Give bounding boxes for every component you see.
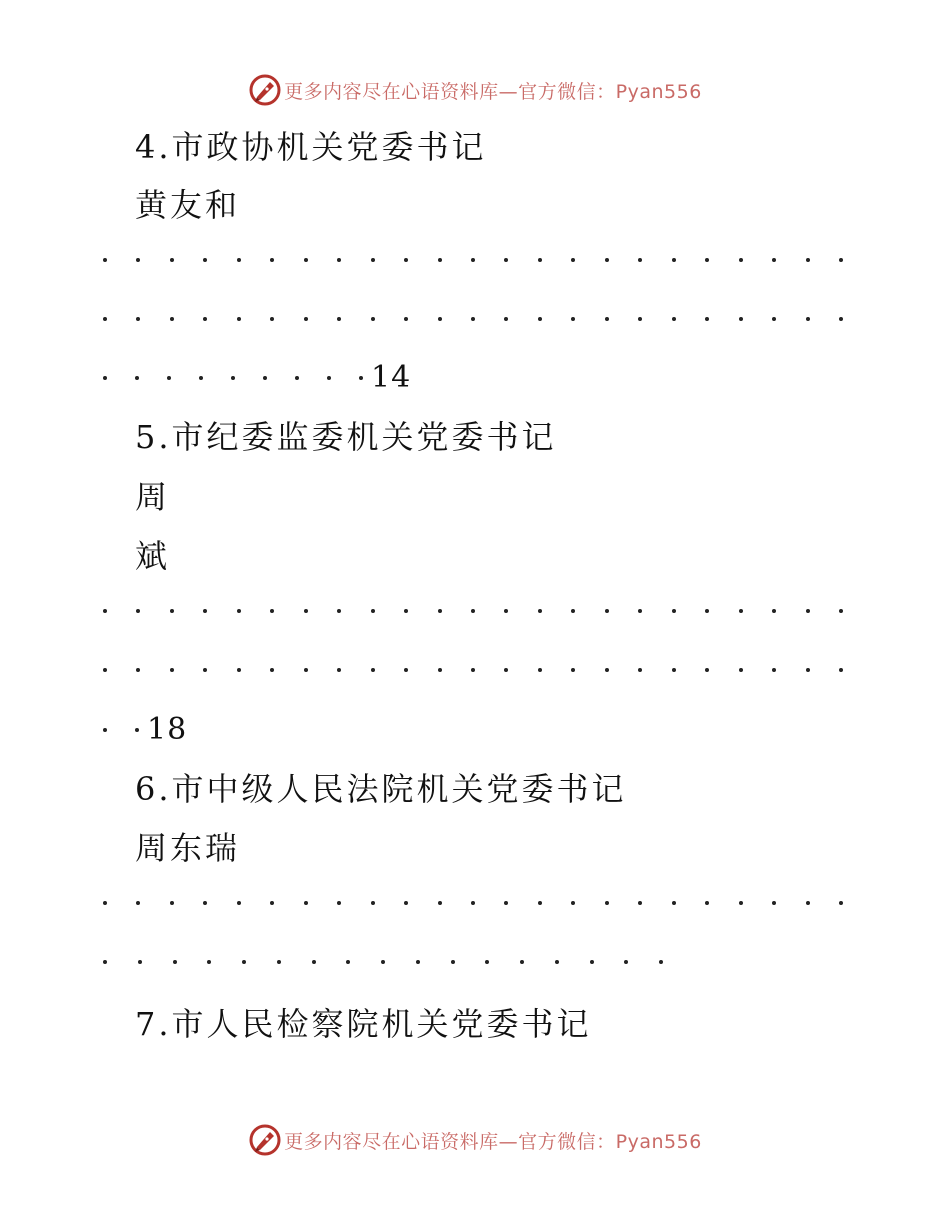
leader-dot [739,609,743,613]
dot-leader-row [103,942,663,982]
leader-dot [538,901,542,905]
leader-dot [638,317,642,321]
leader-dot [471,317,475,321]
leader-dot [304,901,308,905]
leader-dot [270,668,274,672]
leader-dot [438,258,442,262]
leader-dot [438,317,442,321]
leader-dot [739,258,743,262]
leader-dot [538,258,542,262]
leader-dot [203,609,207,613]
leader-dot [471,901,475,905]
leader-dot [772,668,776,672]
leader-dot [571,317,575,321]
leader-dot [346,960,350,964]
leader-dot [605,258,609,262]
header-watermark [0,70,950,110]
leader-dot [136,901,140,905]
leader-dot [638,258,642,262]
leader-dot [504,317,508,321]
leader-dot [438,901,442,905]
leader-dot [237,668,241,672]
leader-dot [672,317,676,321]
leader-dot [207,960,211,964]
leader-dot [312,960,316,964]
leader-dot [381,960,385,964]
leader-dot [571,258,575,262]
leader-dot [337,901,341,905]
leader-dot [170,609,174,613]
leader-dot [416,960,420,964]
leader-dot [555,960,559,964]
page-number: 18 [147,712,188,747]
leader-dot [337,668,341,672]
leader-dot [170,668,174,672]
toc-entry-title: 7.市人民检察院机关党委书记 [135,1005,592,1043]
leader-dot [504,258,508,262]
toc-entry-title: 4.市政协机关党委书记 [135,128,487,166]
watermark-text: 更多内容尽在心语资料库—官方微信：Pyan556 [284,80,702,103]
leader-dot [638,668,642,672]
leader-dot [705,258,709,262]
leader-dot [438,609,442,613]
leader-dot [705,609,709,613]
leader-dot [136,258,140,262]
leader-dot [199,376,203,380]
leader-dot [705,901,709,905]
leader-dot [839,317,843,321]
leader-dot [270,258,274,262]
page-number: 14 [371,360,412,395]
leader-dot [520,960,524,964]
leader-dot [806,258,810,262]
leader-dot [839,668,843,672]
leader-dot [605,668,609,672]
watermark-text: 更多内容尽在心语资料库—官方微信：Pyan556 [284,1130,702,1153]
leader-dot [538,668,542,672]
dot-leader-row [103,883,843,923]
leader-dot [337,258,341,262]
leader-dot [705,668,709,672]
leader-dot [839,609,843,613]
leader-dot [806,609,810,613]
leader-dot [404,609,408,613]
leader-dot [839,258,843,262]
leader-dot [806,901,810,905]
leader-dot [103,317,107,321]
leader-dot [136,317,140,321]
leader-dot [538,317,542,321]
leader-dot [605,901,609,905]
leader-dot [772,609,776,613]
leader-dot [638,609,642,613]
leader-dot [203,901,207,905]
leader-dot [135,728,139,732]
leader-dot [103,960,107,964]
leader-dot [772,258,776,262]
leader-dot [304,258,308,262]
leader-dot [571,668,575,672]
pen-nib-logo-icon [248,73,282,107]
leader-dot [772,317,776,321]
dot-leader-end [103,358,411,398]
leader-dot [203,317,207,321]
leader-dot [304,668,308,672]
leader-dot [806,668,810,672]
leader-dot [337,317,341,321]
leader-dot [705,317,709,321]
leader-dot [839,901,843,905]
leader-dot [672,609,676,613]
leader-dot [231,376,235,380]
leader-dot [103,376,107,380]
leader-dot [471,609,475,613]
toc-entry-name: 周东瑞 [135,829,241,867]
leader-dot [571,609,575,613]
leader-dot [170,901,174,905]
leader-dot [237,317,241,321]
leader-dot [624,960,628,964]
leader-dot [504,668,508,672]
leader-dot [404,901,408,905]
leader-dot [270,317,274,321]
dot-leader-row [103,650,843,690]
dot-leader-row [103,299,843,339]
leader-dot [167,376,171,380]
footer-watermark [0,1120,950,1160]
dot-leader-end [103,710,187,750]
toc-entry-name: 周 [135,478,171,516]
toc-entry-name: 斌 [135,537,171,575]
leader-dot [772,901,776,905]
leader-dot [103,901,107,905]
leader-dot [103,728,107,732]
leader-dot [270,901,274,905]
leader-dot [371,901,375,905]
leader-dot [270,609,274,613]
leader-dot [438,668,442,672]
leader-dot [806,317,810,321]
leader-dot [404,317,408,321]
leader-dot [136,609,140,613]
leader-dot [371,668,375,672]
leader-dot [605,609,609,613]
leader-dot [739,901,743,905]
toc-entry-title: 5.市纪委监委机关党委书记 [135,418,557,456]
leader-dot [173,960,177,964]
leader-dot [739,668,743,672]
leader-dot [590,960,594,964]
dot-leader-row [103,240,843,280]
leader-dot [359,376,363,380]
leader-dot [471,668,475,672]
leader-dot [103,609,107,613]
leader-dot [263,376,267,380]
leader-dot [638,901,642,905]
leader-dot [471,258,475,262]
leader-dot [538,609,542,613]
leader-dot [237,609,241,613]
leader-dot [504,901,508,905]
leader-dot [504,609,508,613]
toc-entry-title: 6.市中级人民法院机关党委书记 [135,770,627,808]
leader-dot [242,960,246,964]
leader-dot [103,668,107,672]
leader-dot [739,317,743,321]
leader-dot [304,609,308,613]
leader-dot [304,317,308,321]
leader-dot [672,258,676,262]
leader-dot [404,258,408,262]
leader-dot [136,668,140,672]
leader-dot [371,317,375,321]
leader-dot [605,317,609,321]
leader-dot [103,258,107,262]
leader-dot [571,901,575,905]
leader-dot [203,258,207,262]
leader-dot [203,668,207,672]
leader-dot [371,609,375,613]
dot-leader-row [103,591,843,631]
leader-dot [170,317,174,321]
leader-dot [295,376,299,380]
leader-dot [337,609,341,613]
leader-dot [237,258,241,262]
leader-dot [237,901,241,905]
leader-dot [485,960,489,964]
leader-dot [672,901,676,905]
leader-dot [138,960,142,964]
leader-dot [404,668,408,672]
leader-dot [170,258,174,262]
leader-dot [371,258,375,262]
leader-dot [277,960,281,964]
leader-dot [327,376,331,380]
leader-dot [135,376,139,380]
toc-entry-name: 黄友和 [135,186,241,224]
pen-nib-logo-icon [248,1123,282,1157]
leader-dot [451,960,455,964]
leader-dot [672,668,676,672]
leader-dot [659,960,663,964]
